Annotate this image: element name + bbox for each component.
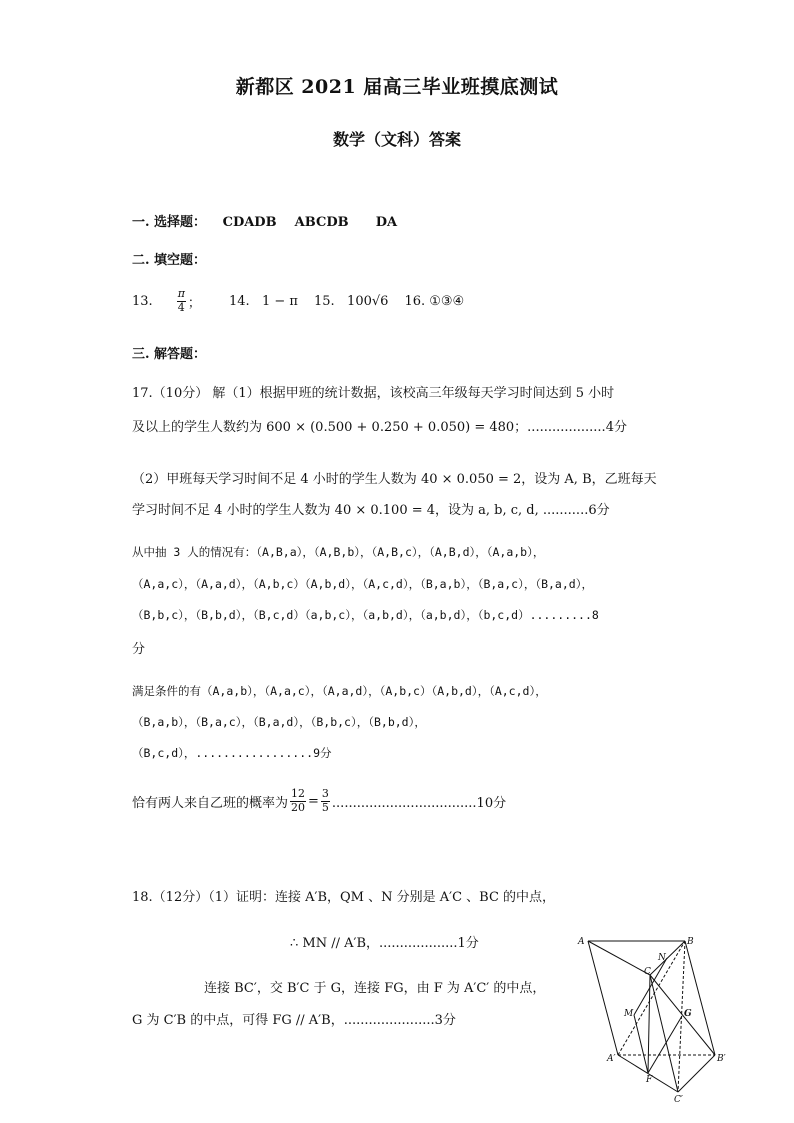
q17-line-3: （2）甲班每天学习时间不足 4 小时的学生人数为 40 × 0.050 = 2，设为 A, B，乙班每天 [132,472,657,487]
fill-blank-answers [132,288,464,314]
section-multiple-choice [132,211,397,230]
q17-line-1: 17.（10分） 解（1）根据甲班的统计数据，该校高三年级每天学习时间达到 5 小时 [132,386,615,401]
label-F: F [646,1075,653,1085]
label-C-prime: C′ [674,1095,683,1105]
q17-line-10: （B,a,b），（B,a,c），（B,a,d），（B,b,c），（B,b,d）， [132,715,426,729]
q13-numerator: π [177,287,185,300]
probability-fraction-2 [321,788,330,814]
label-G: G [684,1009,692,1019]
label-N: N [658,953,666,963]
q18-line-3: 连接 BC′，交 B′C 于 G，连接 FG，由 F 为 A′C′ 的中点， [204,981,546,996]
fraction-1-numerator: 12 [291,787,306,800]
q13-tail: ； [187,295,201,311]
equals-sign: = [308,793,319,809]
q17-line-7: （B,b,c），（B,b,d），（B,c,d）（a,b,c），（a,b,d），（a,b,d），（b,c,d）.........8 [132,608,599,622]
probability-score: ...................................10分 [331,795,507,811]
q17-line-11: （B,c,d），.................9分 [132,746,332,760]
fraction-1-denominator: 20 [291,800,306,814]
fraction-2-numerator: 3 [321,787,329,800]
q17-line-8: 分 [132,642,146,657]
q18-line-2: ∴ MN // A′B，...................1分 [290,936,479,951]
probability-fraction-1 [290,788,306,814]
label-A-prime: A′ [607,1054,616,1064]
label-M: M [624,1009,634,1019]
q13-denominator: 4 [177,300,185,314]
choice-answers: CDADB ABCDB DA [222,215,398,230]
section-fill-blank-label: 二. 填空题： [132,253,207,268]
q17-line-4: 学习时间不足 4 小时的学生人数为 40 × 0.100 = 4，设为 a, b, c, d, ...........6分 [132,503,610,518]
label-B: B [687,937,694,947]
label-C: C [644,967,651,977]
q17-line-2: 及以上的学生人数约为 600 × (0.500 + 0.250 + 0.050) = 480；...................4分 [132,420,627,435]
label-A: A [578,937,585,947]
q13-fraction [177,288,186,314]
q13-number: 13. [132,293,153,309]
prism-figure [570,930,740,1110]
q15-answer: 15. 100√6 [313,293,389,309]
q17-line-9: 满足条件的有（A,a,b），（A,a,c），（A,a,d），（A,b,c）（A,b,d），（A,c,d）， [132,684,547,698]
section-solutions-label: 三. 解答题： [132,347,207,362]
q18-line-1: 18.（12分）（1）证明：连接 A′B，QM 、N 分别是 A′C 、BC 的中点， [132,890,556,905]
q17-line-6: （A,a,c），（A,a,d），（A,b,c）（A,b,d），（A,c,d），（B,a,b），（B,a,c），（B,a,d）， [132,577,593,591]
section-label: 一. 选择题： [132,215,207,230]
q18-line-4: G 为 C′B 的中点，可得 FG // A′B，......................3分 [132,1013,456,1028]
label-B-prime: B′ [717,1054,726,1064]
probability-text: 恰有两人来自乙班的概率为 [132,795,289,811]
q17-probability-line [132,788,506,814]
fraction-2-denominator: 5 [321,800,329,814]
q17-line-5: 从中抽 3 人的情况有：（A,B,a），（A,B,b），（A,B,c），（A,B,d），（A,a,b）， [132,545,545,559]
q14-answer: 14. 1 − π [228,293,298,309]
q16-answer: 16. ①③④ [404,293,465,309]
page-title: 新都区 2021 届高三毕业班摸底测试 [235,76,559,98]
page-subtitle: 数学（文科）答案 [332,130,461,149]
